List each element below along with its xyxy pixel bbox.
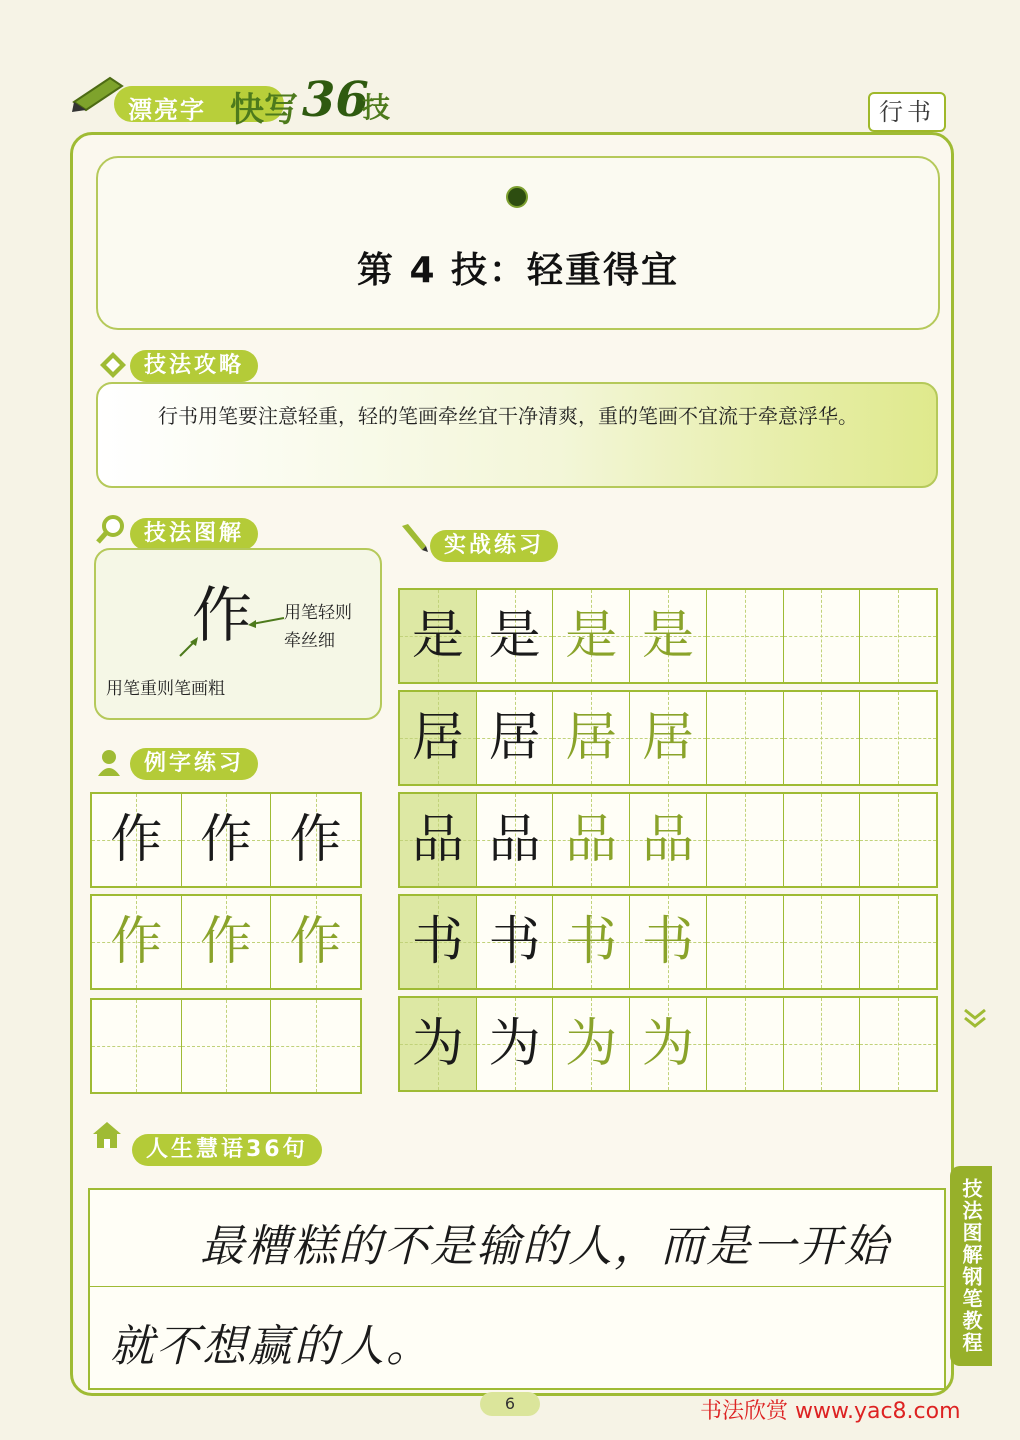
diagram-heading: 技法图解 xyxy=(130,518,258,550)
motto-divider xyxy=(90,1286,944,1287)
grid-cell xyxy=(553,794,630,886)
practice-glyph: 作 xyxy=(200,810,253,870)
practice-glyph: 品 xyxy=(488,810,541,870)
motto-box xyxy=(88,1188,946,1390)
grid-cell xyxy=(553,590,630,682)
practice-row xyxy=(398,690,938,786)
grid-cell xyxy=(630,794,707,886)
diagram-label-light-1: 用笔轻则 xyxy=(284,603,352,623)
motto-heading: 人生慧语36句 xyxy=(132,1134,322,1166)
practice-glyph: 品 xyxy=(411,810,464,870)
grid-cell xyxy=(784,794,861,886)
example-row xyxy=(90,792,362,888)
brand-ji: 技 xyxy=(362,91,391,124)
side-tab: 技法图解钢笔教程 xyxy=(950,1166,992,1366)
practice-glyph: 作 xyxy=(200,912,253,972)
person-icon xyxy=(96,748,126,778)
grid-cell xyxy=(400,590,477,682)
grid-cell xyxy=(400,998,477,1090)
grid-cell xyxy=(860,896,936,988)
grid-cell xyxy=(400,896,477,988)
grid-cell xyxy=(400,794,477,886)
page-number: 6 xyxy=(480,1392,540,1416)
house-icon xyxy=(92,1120,122,1150)
diagram-label-light-2: 牵丝细 xyxy=(284,631,335,651)
grid-cell xyxy=(271,1000,360,1092)
brand-kuai: 快写 xyxy=(230,90,298,130)
grid-cell xyxy=(477,998,554,1090)
practice-glyph: 为 xyxy=(411,1014,464,1074)
grid-cell xyxy=(477,794,554,886)
practice-glyph: 是 xyxy=(642,606,695,666)
pen-icon xyxy=(398,522,428,552)
practice-glyph: 书 xyxy=(411,912,464,972)
grid-cell xyxy=(182,1000,272,1092)
tips-text: 行书用笔要注意轻重，轻的笔画牵丝宜干净清爽，重的笔画不宜流于牵意浮华。 xyxy=(158,404,858,428)
brand-number: 36 xyxy=(302,72,369,128)
title-box xyxy=(96,156,940,330)
grid-cell xyxy=(707,998,784,1090)
page-header xyxy=(70,68,950,130)
practice-glyph: 居 xyxy=(411,708,464,768)
practice-glyph: 书 xyxy=(565,912,618,972)
grid-cell xyxy=(707,896,784,988)
grid-cell xyxy=(553,998,630,1090)
grid-cell xyxy=(477,692,554,784)
grid-cell xyxy=(271,794,360,886)
practice-glyph: 作 xyxy=(110,912,163,972)
practice-glyph: 作 xyxy=(289,810,342,870)
practice-row xyxy=(398,996,938,1092)
practice-glyph: 品 xyxy=(565,810,618,870)
practice-row xyxy=(398,588,938,684)
grid-cell xyxy=(707,590,784,682)
grid-cell xyxy=(630,692,707,784)
example-row xyxy=(90,998,362,1094)
practice-glyph: 居 xyxy=(565,708,618,768)
grid-cell xyxy=(630,590,707,682)
style-tag: 行书 xyxy=(868,92,946,132)
grid-cell xyxy=(707,692,784,784)
grid-cell xyxy=(553,896,630,988)
grid-cell xyxy=(630,896,707,988)
grid-cell xyxy=(553,692,630,784)
practice-glyph: 居 xyxy=(642,708,695,768)
practice-glyph: 为 xyxy=(642,1014,695,1074)
practice-glyph: 书 xyxy=(642,912,695,972)
grid-cell xyxy=(182,896,272,988)
motto-line-2: 就不想赢的人。 xyxy=(110,1321,432,1372)
diamond-icon xyxy=(98,350,128,380)
watermark: 书法欣赏 www.yac8.com xyxy=(700,1399,961,1424)
grid-cell xyxy=(860,590,936,682)
grid-cell xyxy=(707,794,784,886)
tips-heading: 技法攻略 xyxy=(130,350,258,382)
grid-cell xyxy=(860,998,936,1090)
practice-glyph: 书 xyxy=(488,912,541,972)
diagram-glyph: 作 xyxy=(192,581,252,651)
grid-cell xyxy=(92,896,182,988)
grid-cell xyxy=(92,794,182,886)
grid-cell xyxy=(860,794,936,886)
grid-cell xyxy=(630,998,707,1090)
grid-cell xyxy=(784,590,861,682)
practice-glyph: 是 xyxy=(488,606,541,666)
grid-cell xyxy=(400,692,477,784)
grid-cell xyxy=(477,896,554,988)
magnifier-icon xyxy=(96,514,126,544)
chevron-down-icon xyxy=(962,1004,988,1030)
practice-glyph: 作 xyxy=(110,810,163,870)
practice-row xyxy=(398,894,938,990)
grid-cell xyxy=(182,794,272,886)
brand-name: 漂亮字 xyxy=(128,96,206,124)
practice-glyph: 作 xyxy=(289,912,342,972)
practice-glyph: 品 xyxy=(642,810,695,870)
grid-cell xyxy=(784,998,861,1090)
page-title: 第 4 技：轻重得宜 xyxy=(356,250,680,291)
grid-cell xyxy=(271,896,360,988)
practice-glyph: 为 xyxy=(488,1014,541,1074)
example-heading: 例字练习 xyxy=(130,748,258,780)
grid-cell xyxy=(784,692,861,784)
practice-glyph: 是 xyxy=(565,606,618,666)
practice-glyph: 为 xyxy=(565,1014,618,1074)
practice-glyph: 是 xyxy=(411,606,464,666)
diagram-box xyxy=(94,548,382,720)
grid-cell xyxy=(477,590,554,682)
tips-box xyxy=(96,382,938,488)
practice-glyph: 居 xyxy=(488,708,541,768)
diagram-label-heavy: 用笔重则笔画粗 xyxy=(106,679,225,699)
pin-icon xyxy=(506,186,528,208)
example-row xyxy=(90,894,362,990)
grid-cell xyxy=(92,1000,182,1092)
motto-line-1: 最糟糕的不是输的人，而是一开始 xyxy=(200,1221,890,1272)
grid-cell xyxy=(784,896,861,988)
practice-row xyxy=(398,792,938,888)
grid-cell xyxy=(860,692,936,784)
practice-heading: 实战练习 xyxy=(430,530,558,562)
